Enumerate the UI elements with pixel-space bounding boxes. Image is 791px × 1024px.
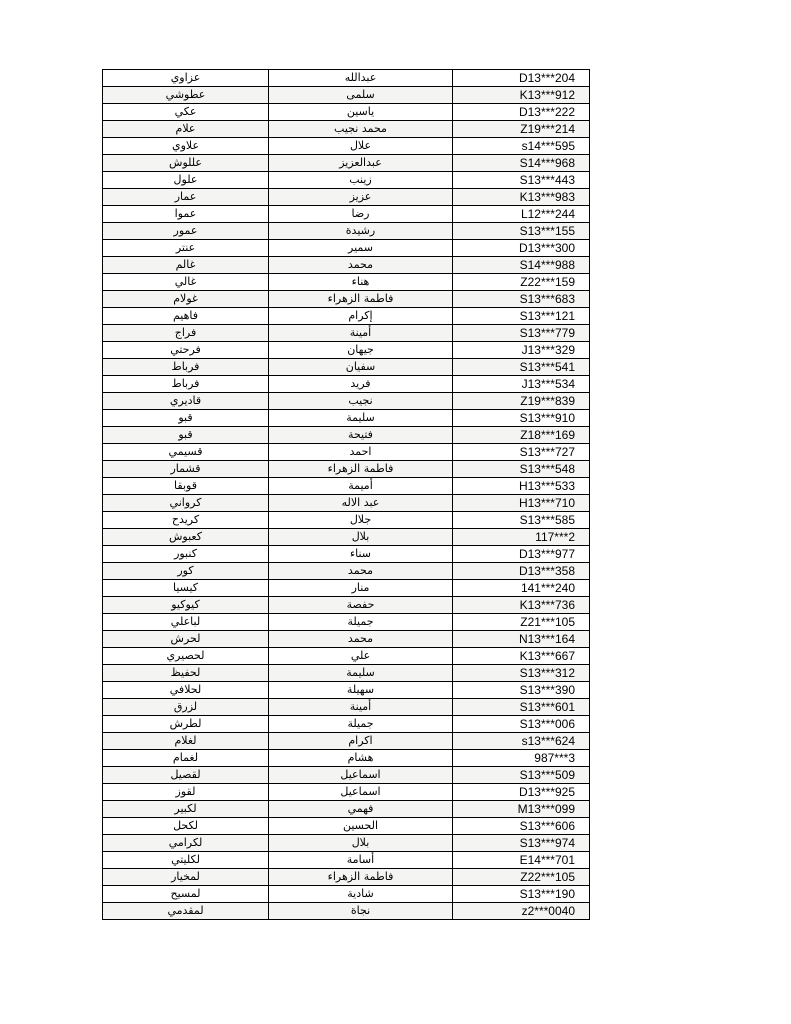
id-number-cell: Z21***105 bbox=[453, 614, 590, 631]
id-number-cell: D13***300 bbox=[453, 240, 590, 257]
id-number-cell: D13***358 bbox=[453, 563, 590, 580]
id-number-cell: S13***006 bbox=[453, 716, 590, 733]
last-name-cell: غولام bbox=[103, 291, 269, 308]
id-number-cell: S13***121 bbox=[453, 308, 590, 325]
table-row bbox=[103, 869, 590, 886]
table-row bbox=[103, 138, 590, 155]
id-number-cell: D13***204 bbox=[453, 70, 590, 87]
table-row bbox=[103, 70, 590, 87]
last-name-cell: كرواني bbox=[103, 495, 269, 512]
first-name-cell: ياسين bbox=[269, 104, 453, 121]
table-row bbox=[103, 274, 590, 291]
first-name-cell: جميلة bbox=[269, 716, 453, 733]
last-name-cell: عنتر bbox=[103, 240, 269, 257]
id-number-cell: L12***244 bbox=[453, 206, 590, 223]
last-name-cell: عمار bbox=[103, 189, 269, 206]
last-name-cell: لزرق bbox=[103, 699, 269, 716]
last-name-cell: لمسيح bbox=[103, 886, 269, 903]
table-row bbox=[103, 529, 590, 546]
last-name-cell: كيسيا bbox=[103, 580, 269, 597]
last-name-cell: قوبقا bbox=[103, 478, 269, 495]
last-name-cell: لكحل bbox=[103, 818, 269, 835]
first-name-cell: زينب bbox=[269, 172, 453, 189]
last-name-cell: قبو bbox=[103, 427, 269, 444]
table-row bbox=[103, 87, 590, 104]
id-number-cell: S13***910 bbox=[453, 410, 590, 427]
last-name-cell: فرحتي bbox=[103, 342, 269, 359]
first-name-cell: عبدالعزيز bbox=[269, 155, 453, 172]
id-number-cell: N13***164 bbox=[453, 631, 590, 648]
last-name-cell: لغمام bbox=[103, 750, 269, 767]
first-name-cell: علي bbox=[269, 648, 453, 665]
last-name-cell: عزاوي bbox=[103, 70, 269, 87]
last-name-cell: عطوشي bbox=[103, 87, 269, 104]
first-name-cell: فتيحة bbox=[269, 427, 453, 444]
last-name-cell: لكليتي bbox=[103, 852, 269, 869]
last-name-cell: لقصيل bbox=[103, 767, 269, 784]
first-name-cell: محمد bbox=[269, 257, 453, 274]
id-number-cell: J13***329 bbox=[453, 342, 590, 359]
first-name-cell: جلال bbox=[269, 512, 453, 529]
id-number-cell: K13***667 bbox=[453, 648, 590, 665]
id-number-cell: S13***541 bbox=[453, 359, 590, 376]
last-name-cell: كريدح bbox=[103, 512, 269, 529]
first-name-cell: فاطمة الزهراء bbox=[269, 291, 453, 308]
first-name-cell: هشام bbox=[269, 750, 453, 767]
last-name-cell: كيوكيو bbox=[103, 597, 269, 614]
table-row bbox=[103, 427, 590, 444]
id-number-cell: D13***222 bbox=[453, 104, 590, 121]
table-row bbox=[103, 478, 590, 495]
first-name-cell: سليمة bbox=[269, 410, 453, 427]
table-row bbox=[103, 342, 590, 359]
table-row bbox=[103, 750, 590, 767]
id-number-cell: D13***977 bbox=[453, 546, 590, 563]
last-name-cell: لقوز bbox=[103, 784, 269, 801]
last-name-cell: علام bbox=[103, 121, 269, 138]
first-name-cell: جيهان bbox=[269, 342, 453, 359]
id-number-cell: Z18***169 bbox=[453, 427, 590, 444]
last-name-cell: لحرش bbox=[103, 631, 269, 648]
table-row bbox=[103, 223, 590, 240]
last-name-cell: كعبوش bbox=[103, 529, 269, 546]
id-number-cell: S13***312 bbox=[453, 665, 590, 682]
first-name-cell: محمد bbox=[269, 631, 453, 648]
first-name-cell: الحسين bbox=[269, 818, 453, 835]
table-row bbox=[103, 155, 590, 172]
id-number-cell: S13***390 bbox=[453, 682, 590, 699]
first-name-cell: عبد الاله bbox=[269, 495, 453, 512]
first-name-cell: أميمة bbox=[269, 478, 453, 495]
table-row bbox=[103, 699, 590, 716]
first-name-cell: رضا bbox=[269, 206, 453, 223]
table-row bbox=[103, 206, 590, 223]
last-name-cell: فاهيم bbox=[103, 308, 269, 325]
table-row bbox=[103, 784, 590, 801]
last-name-cell: لغلام bbox=[103, 733, 269, 750]
first-name-cell: منار bbox=[269, 580, 453, 597]
table-row bbox=[103, 104, 590, 121]
first-name-cell: سليمة bbox=[269, 665, 453, 682]
last-name-cell: عمور bbox=[103, 223, 269, 240]
id-number-cell: M13***099 bbox=[453, 801, 590, 818]
last-name-cell: كنبور bbox=[103, 546, 269, 563]
table-row bbox=[103, 716, 590, 733]
table-row bbox=[103, 308, 590, 325]
first-name-cell: حفصة bbox=[269, 597, 453, 614]
table-row bbox=[103, 852, 590, 869]
id-number-cell: S13***548 bbox=[453, 461, 590, 478]
first-name-cell: سمير bbox=[269, 240, 453, 257]
first-name-cell: اسماعيل bbox=[269, 784, 453, 801]
table-row bbox=[103, 614, 590, 631]
id-number-cell: S13***779 bbox=[453, 325, 590, 342]
id-number-cell: S13***601 bbox=[453, 699, 590, 716]
id-number-cell: 987***3 bbox=[453, 750, 590, 767]
first-name-cell: اكرام bbox=[269, 733, 453, 750]
first-name-cell: فاطمة الزهراء bbox=[269, 461, 453, 478]
last-name-cell: لمخيار bbox=[103, 869, 269, 886]
table-row bbox=[103, 648, 590, 665]
first-name-cell: أسامة bbox=[269, 852, 453, 869]
table-row bbox=[103, 359, 590, 376]
id-number-cell: S13***190 bbox=[453, 886, 590, 903]
id-number-cell: s14***595 bbox=[453, 138, 590, 155]
id-number-cell: z2***0040 bbox=[453, 903, 590, 920]
table-row bbox=[103, 767, 590, 784]
table-row bbox=[103, 121, 590, 138]
first-name-cell: سفيان bbox=[269, 359, 453, 376]
table-row bbox=[103, 903, 590, 920]
first-name-cell: رشيدة bbox=[269, 223, 453, 240]
table-row bbox=[103, 546, 590, 563]
last-name-cell: قبو bbox=[103, 410, 269, 427]
first-name-cell: عبدالله bbox=[269, 70, 453, 87]
id-number-cell: K13***983 bbox=[453, 189, 590, 206]
id-number-cell: H13***710 bbox=[453, 495, 590, 512]
first-name-cell: فهمي bbox=[269, 801, 453, 818]
first-name-cell: جميلة bbox=[269, 614, 453, 631]
table-row bbox=[103, 461, 590, 478]
table-row bbox=[103, 665, 590, 682]
id-number-cell: J13***534 bbox=[453, 376, 590, 393]
last-name-cell: فرباط bbox=[103, 359, 269, 376]
table-row bbox=[103, 393, 590, 410]
last-name-cell: عموا bbox=[103, 206, 269, 223]
first-name-cell: سهيلة bbox=[269, 682, 453, 699]
first-name-cell: احمد bbox=[269, 444, 453, 461]
last-name-cell: لكبير bbox=[103, 801, 269, 818]
table-row bbox=[103, 240, 590, 257]
last-name-cell: لمقدمي bbox=[103, 903, 269, 920]
id-number-cell: S13***509 bbox=[453, 767, 590, 784]
name-id-table bbox=[102, 69, 590, 920]
table-row bbox=[103, 818, 590, 835]
first-name-cell: اسماعيل bbox=[269, 767, 453, 784]
id-number-cell: H13***533 bbox=[453, 478, 590, 495]
id-number-cell: Z19***214 bbox=[453, 121, 590, 138]
last-name-cell: قشمار bbox=[103, 461, 269, 478]
first-name-cell: نجيب bbox=[269, 393, 453, 410]
first-name-cell: سناء bbox=[269, 546, 453, 563]
last-name-cell: لكرامي bbox=[103, 835, 269, 852]
id-number-cell: S14***968 bbox=[453, 155, 590, 172]
table-row bbox=[103, 631, 590, 648]
table-body bbox=[103, 70, 590, 920]
id-number-cell: D13***925 bbox=[453, 784, 590, 801]
table-row bbox=[103, 376, 590, 393]
id-number-cell: E14***701 bbox=[453, 852, 590, 869]
table-row bbox=[103, 495, 590, 512]
id-number-cell: Z22***159 bbox=[453, 274, 590, 291]
first-name-cell: محمد نجيب bbox=[269, 121, 453, 138]
id-number-cell: s13***624 bbox=[453, 733, 590, 750]
last-name-cell: كور bbox=[103, 563, 269, 580]
last-name-cell: فراج bbox=[103, 325, 269, 342]
last-name-cell: لحفيظ bbox=[103, 665, 269, 682]
id-number-cell: S13***585 bbox=[453, 512, 590, 529]
last-name-cell: قسيمي bbox=[103, 444, 269, 461]
first-name-cell: فاطمة الزهراء bbox=[269, 869, 453, 886]
first-name-cell: أمينة bbox=[269, 325, 453, 342]
id-number-cell: 117***2 bbox=[453, 529, 590, 546]
id-number-cell: 141***240 bbox=[453, 580, 590, 597]
first-name-cell: إكرام bbox=[269, 308, 453, 325]
table-row bbox=[103, 886, 590, 903]
table-row bbox=[103, 563, 590, 580]
id-number-cell: S13***606 bbox=[453, 818, 590, 835]
table-row bbox=[103, 580, 590, 597]
last-name-cell: عكي bbox=[103, 104, 269, 121]
table-row bbox=[103, 325, 590, 342]
first-name-cell: هناء bbox=[269, 274, 453, 291]
id-number-cell: S14***988 bbox=[453, 257, 590, 274]
first-name-cell: نجاة bbox=[269, 903, 453, 920]
id-number-cell: Z22***105 bbox=[453, 869, 590, 886]
table-row bbox=[103, 257, 590, 274]
table-row bbox=[103, 512, 590, 529]
table-row bbox=[103, 410, 590, 427]
table-row bbox=[103, 682, 590, 699]
first-name-cell: محمد bbox=[269, 563, 453, 580]
first-name-cell: علال bbox=[269, 138, 453, 155]
first-name-cell: شادية bbox=[269, 886, 453, 903]
last-name-cell: غالم bbox=[103, 257, 269, 274]
first-name-cell: بلال bbox=[269, 529, 453, 546]
table-row bbox=[103, 172, 590, 189]
table-row bbox=[103, 291, 590, 308]
first-name-cell: سلمى bbox=[269, 87, 453, 104]
first-name-cell: بلال bbox=[269, 835, 453, 852]
first-name-cell: عزيز bbox=[269, 189, 453, 206]
id-number-cell: S13***683 bbox=[453, 291, 590, 308]
id-number-cell: S13***443 bbox=[453, 172, 590, 189]
table-row bbox=[103, 733, 590, 750]
id-number-cell: S13***155 bbox=[453, 223, 590, 240]
last-name-cell: علاوي bbox=[103, 138, 269, 155]
last-name-cell: علول bbox=[103, 172, 269, 189]
table-row bbox=[103, 835, 590, 852]
first-name-cell: فريد bbox=[269, 376, 453, 393]
last-name-cell: لباعلي bbox=[103, 614, 269, 631]
last-name-cell: فرباط bbox=[103, 376, 269, 393]
last-name-cell: غالي bbox=[103, 274, 269, 291]
last-name-cell: لطرش bbox=[103, 716, 269, 733]
last-name-cell: لحصيري bbox=[103, 648, 269, 665]
id-number-cell: K13***912 bbox=[453, 87, 590, 104]
last-name-cell: قاديري bbox=[103, 393, 269, 410]
table-row bbox=[103, 444, 590, 461]
id-number-cell: K13***736 bbox=[453, 597, 590, 614]
id-number-cell: Z19***839 bbox=[453, 393, 590, 410]
id-number-cell: S13***974 bbox=[453, 835, 590, 852]
table-row bbox=[103, 597, 590, 614]
last-name-cell: عللوش bbox=[103, 155, 269, 172]
id-number-cell: S13***727 bbox=[453, 444, 590, 461]
table-row bbox=[103, 189, 590, 206]
first-name-cell: أمينة bbox=[269, 699, 453, 716]
table-row bbox=[103, 801, 590, 818]
last-name-cell: لحلافي bbox=[103, 682, 269, 699]
